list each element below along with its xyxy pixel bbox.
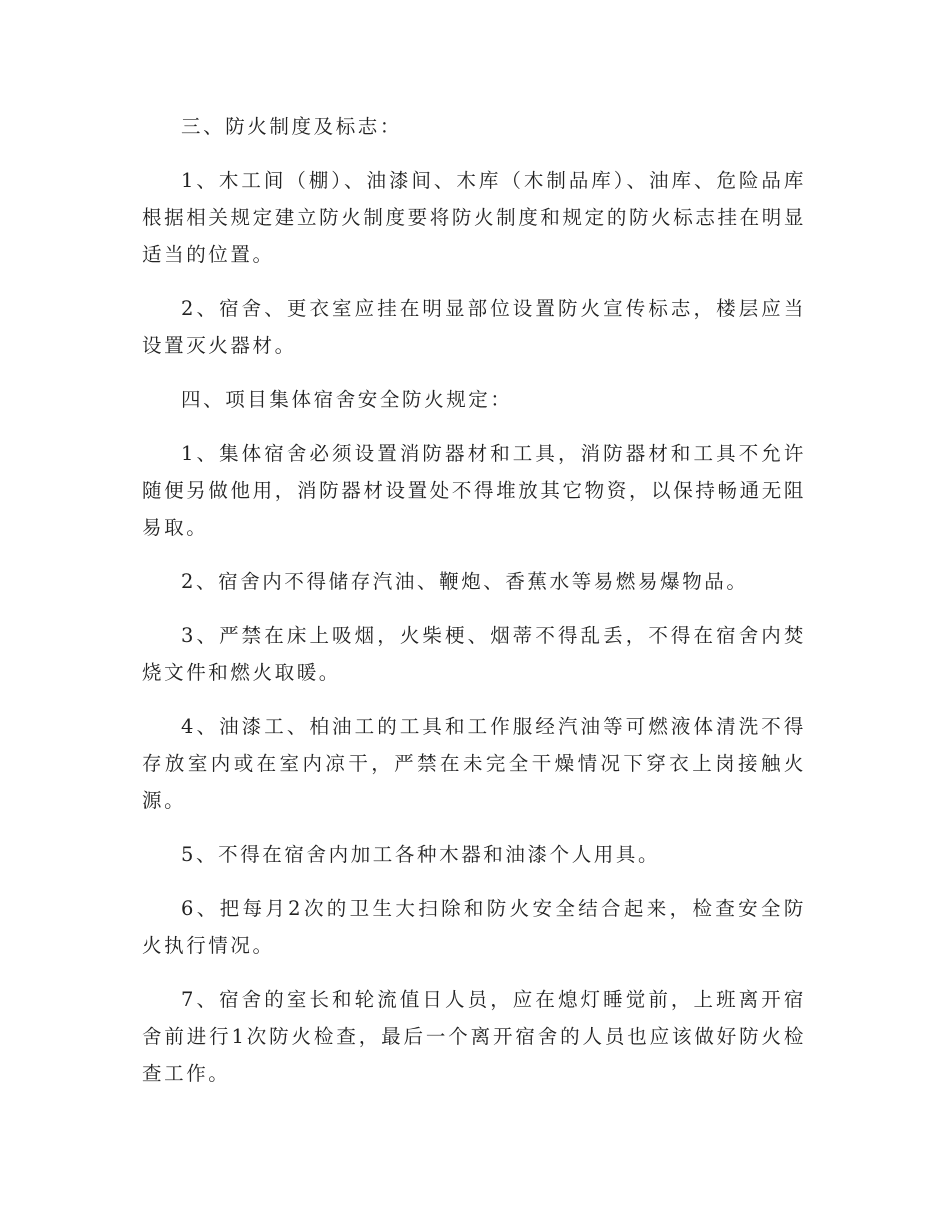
section-heading-fire-rules: 三、防火制度及标志： (181, 115, 403, 138)
section-heading-dormitory-rules: 四、项目集体宿舍安全防火规定： (181, 388, 513, 411)
paragraph-dorm-rule-7: 7、宿舍的室长和轮流值日人员，应在熄灯睡觉前，上班离开宿舍前进行1次防火检查，最后一个离开宿舍的人员也应该做好防火检查工作。 (142, 988, 806, 1085)
paragraph-rule-1: 1、木工间（棚）、油漆间、木库（木制品库）、油库、危险品库根据相关规定建立防火制度要将防火制度和规定的防火标志挂在明显适当的位置。 (142, 169, 806, 266)
paragraph-dorm-rule-4: 4、油漆工、柏油工的工具和工作服经汽油等可燃液体清洗不得存放室内或在室内凉干，严禁在未完全干燥情况下穿衣上岗接触火源。 (142, 715, 806, 812)
paragraph-dorm-rule-3: 3、严禁在床上吸烟，火柴梗、烟蒂不得乱丢，不得在宿舍内焚烧文件和燃火取暖。 (142, 624, 806, 684)
paragraph-dorm-rule-1: 1、集体宿舍必须设置消防器材和工具，消防器材和工具不允许随便另做他用，消防器材设置处不得堆放其它物资，以保持畅通无阻易取。 (142, 442, 806, 539)
document-page (142, 108, 806, 1109)
paragraph-dorm-rule-5: 5、不得在宿舍内加工各种木器和油漆个人用具。 (181, 843, 661, 866)
paragraph-dorm-rule-6: 6、把每月2次的卫生大扫除和防火安全结合起来，检查安全防火执行情况。 (142, 897, 806, 957)
paragraph-rule-2: 2、宿舍、更衣室应挂在明显部位设置防火宣传标志，楼层应当设置灭火器材。 (142, 297, 806, 357)
paragraph-dorm-rule-2: 2、宿舍内不得储存汽油、鞭炮、香蕉水等易燃易爆物品。 (181, 570, 749, 593)
